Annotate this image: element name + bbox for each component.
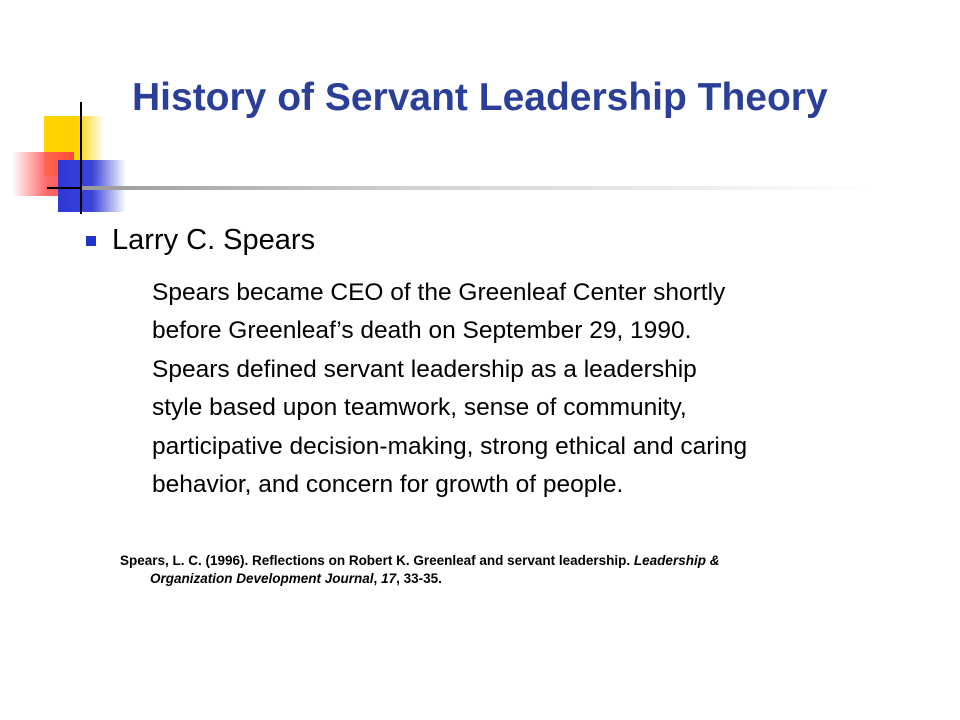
citation-volume: 17 — [381, 571, 397, 586]
decorative-logo-squares — [0, 0, 140, 230]
bullet-heading: Larry C. Spears — [112, 224, 316, 256]
vertical-accent-line — [80, 102, 82, 214]
citation-separator: , — [373, 571, 378, 586]
reference-citation — [120, 552, 880, 588]
body-line: Spears became CEO of the Greenleaf Center shortly — [152, 279, 726, 306]
title-divider-line — [82, 186, 872, 190]
citation-pages: , 33-35. — [396, 571, 442, 586]
citation-line2 — [120, 570, 880, 588]
body-line: behavior, and concern for growth of people. — [152, 471, 624, 499]
bullet-square-icon — [86, 236, 96, 246]
body-line: Spears defined servant leadership as a leadership — [152, 355, 697, 383]
citation-authors-title: Spears, L. C. (1996). Reflections on Robert K. Greenleaf and servant leadership. — [120, 553, 631, 568]
body-line: before Greenleaf’s death on September 29, 1990. — [152, 317, 692, 345]
body-paragraph — [152, 274, 952, 504]
citation-journal-part1: Leadership & — [633, 553, 720, 568]
body-line: style based upon teamwork, sense of community, — [152, 394, 687, 422]
citation-journal-part2: Organization Development Journal — [150, 571, 374, 586]
slide-title: History of Servant Leadership Theory — [132, 76, 828, 119]
body-line: participative decision-making, strong ethical and caring — [152, 432, 748, 460]
